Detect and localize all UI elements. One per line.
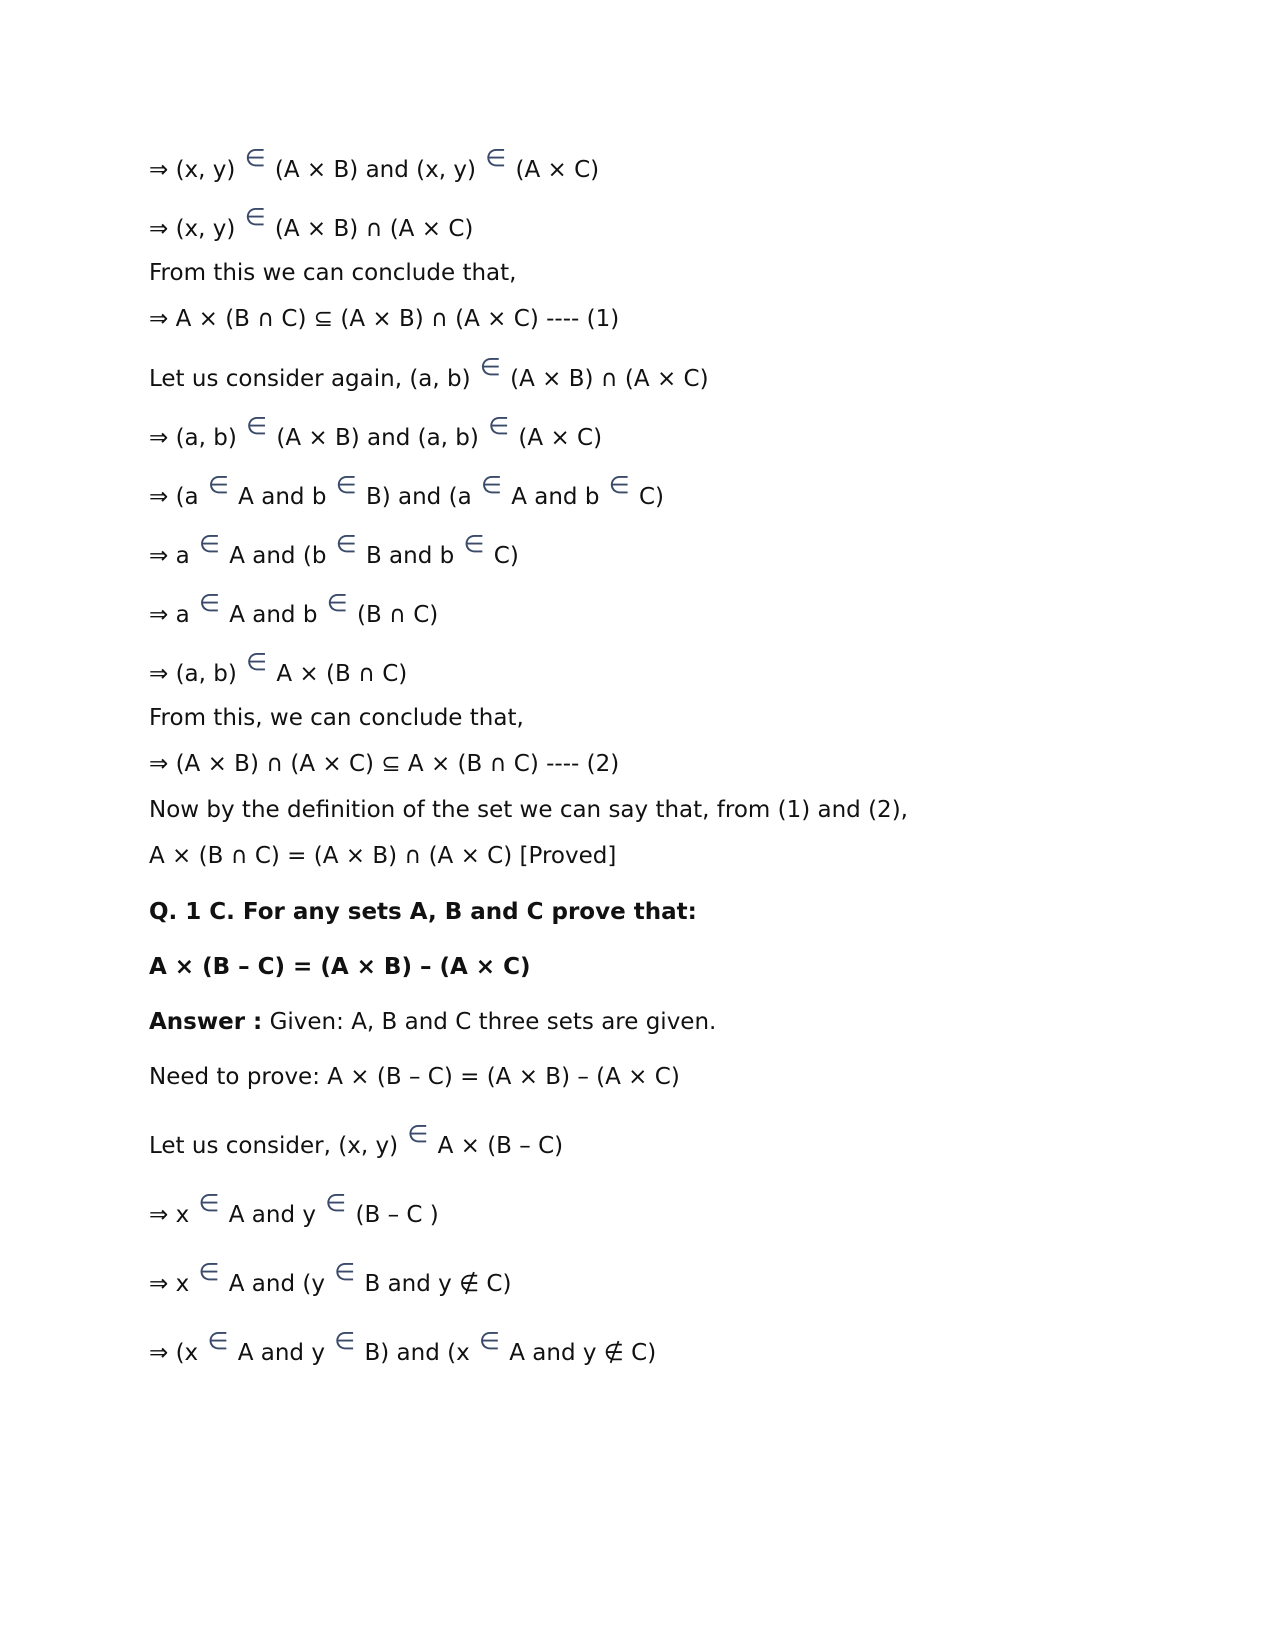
proof-line: ⇒ x ∈ A and y ∈ (B – C ) [149, 1189, 439, 1228]
element-of-symbol: ∈ [335, 530, 357, 558]
proof-line: ⇒ A × (B ∩ C) ⊆ (A × B) ∩ (A × C) ---- (1) [149, 306, 620, 332]
proof-line: ⇒ (a ∈ A and b ∈ B) and (a ∈ A and b ∈ C) [149, 471, 664, 510]
proof-line: From this, we can conclude that, [149, 705, 524, 731]
proof-line: ⇒ (x ∈ A and y ∈ B) and (x ∈ A and y ∉ C) [149, 1327, 657, 1366]
proof-line: From this we can conclude that, [149, 260, 517, 286]
proof-line: ⇒ x ∈ A and (y ∈ B and y ∉ C) [149, 1258, 512, 1297]
proof-line: Let us consider again, (a, b) ∈ (A × B) ∩ (A × C) [149, 353, 709, 392]
element-of-symbol: ∈ [485, 144, 507, 172]
element-of-symbol: ∈ [244, 144, 266, 172]
element-of-symbol: ∈ [246, 648, 268, 676]
proof-line: ⇒ (A × B) ∩ (A × C) ⊆ A × (B ∩ C) ---- (2) [149, 751, 620, 777]
element-of-symbol: ∈ [608, 471, 630, 499]
proof-line: Let us consider, (x, y) ∈ A × (B – C) [149, 1120, 564, 1159]
element-of-symbol: ∈ [480, 471, 502, 499]
element-of-symbol: ∈ [479, 353, 501, 381]
element-of-symbol: ∈ [325, 1189, 347, 1217]
question-heading: Q. 1 C. For any sets A, B and C prove that: [149, 899, 697, 925]
proof-line: ⇒ a ∈ A and (b ∈ B and b ∈ C) [149, 530, 519, 569]
proof-line: ⇒ (x, y) ∈ (A × B) ∩ (A × C) [149, 203, 474, 242]
proof-line: ⇒ (a, b) ∈ (A × B) and (a, b) ∈ (A × C) [149, 412, 603, 451]
element-of-symbol: ∈ [198, 1189, 220, 1217]
element-of-symbol: ∈ [335, 471, 357, 499]
element-of-symbol: ∈ [463, 530, 485, 558]
element-of-symbol: ∈ [334, 1258, 356, 1286]
proof-conclusion: A × (B ∩ C) = (A × B) ∩ (A × C) [Proved] [149, 843, 617, 869]
element-of-symbol: ∈ [246, 412, 268, 440]
proof-line: Now by the definition of the set we can say that, from (1) and (2), [149, 797, 908, 823]
proof-line: ⇒ a ∈ A and b ∈ (B ∩ C) [149, 589, 439, 628]
element-of-symbol: ∈ [198, 1258, 220, 1286]
element-of-symbol: ∈ [199, 530, 220, 558]
element-of-symbol: ∈ [244, 203, 266, 231]
element-of-symbol: ∈ [334, 1327, 356, 1355]
element-of-symbol: ∈ [207, 1327, 229, 1355]
element-of-symbol: ∈ [407, 1120, 429, 1148]
element-of-symbol: ∈ [199, 589, 220, 617]
question-statement: A × (B – C) = (A × B) – (A × C) [149, 954, 531, 980]
element-of-symbol: ∈ [479, 1327, 500, 1355]
answer-label: Answer : [149, 1009, 263, 1035]
element-of-symbol: ∈ [488, 412, 510, 440]
answer-text: Given: A, B and C three sets are given. [269, 1009, 717, 1035]
proof-line: ⇒ (x, y) ∈ (A × B) and (x, y) ∈ (A × C) [149, 144, 600, 183]
proof-line: ⇒ (a, b) ∈ A × (B ∩ C) [149, 648, 408, 687]
proof-line: Need to prove: A × (B – C) = (A × B) – (A × C) [149, 1064, 680, 1090]
element-of-symbol: ∈ [326, 589, 348, 617]
element-of-symbol: ∈ [207, 471, 229, 499]
answer-line [149, 1009, 716, 1035]
